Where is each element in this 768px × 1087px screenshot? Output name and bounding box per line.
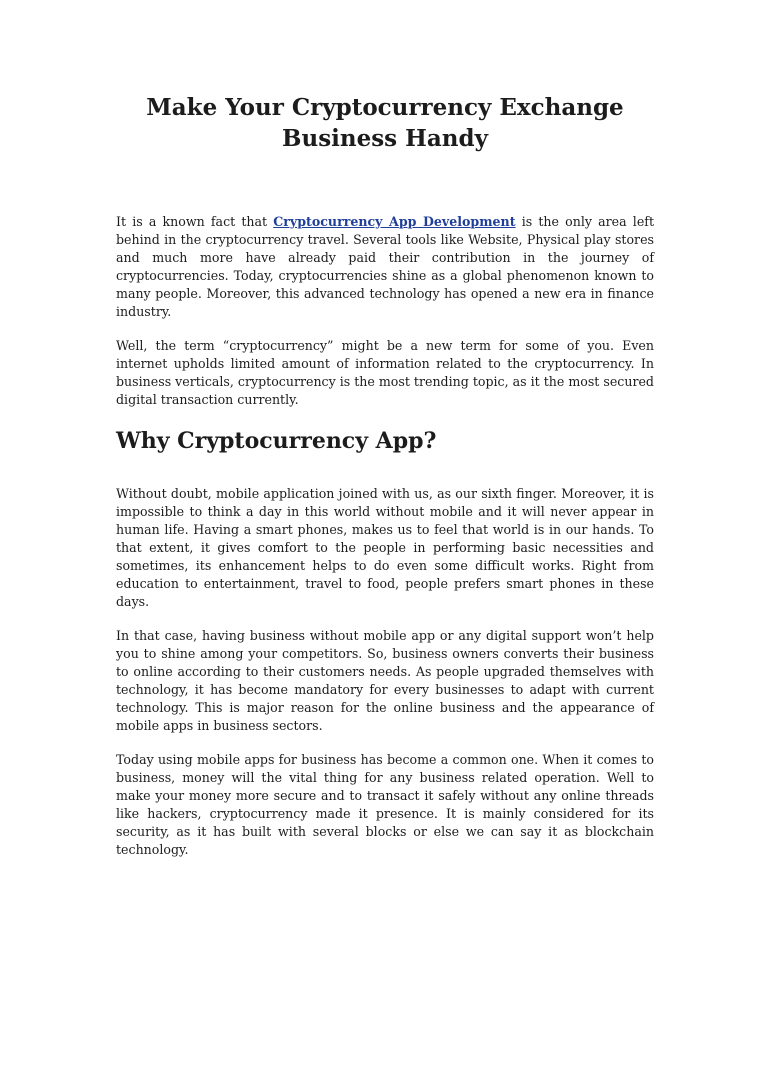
blockchain-paragraph: Today using mobile apps for business has become a common one. When it comes to business, money will the vital thing for any business related operation. Well to make your money more secure and to transact it safely without any online threads like hackers, cryptocurrency made it presence. It is mainly considered for its security, as it has built with several blocks or else we can say it as blockchain technology. — [116, 752, 654, 857]
document-page — [116, 92, 654, 859]
section-heading: Why Cryptocurrency App? — [116, 428, 437, 454]
intro-text-before-link: It is a known fact that — [116, 214, 274, 229]
cryptocurrency-app-development-link[interactable]: Cryptocurrency App Development — [273, 214, 516, 229]
intro-paragraph — [116, 213, 654, 321]
cryptocurrency-term-paragraph: Well, the term “cryptocurrency” might be a new term for some of you. Even internet upholds limited amount of information related to the cryptocurrency. In business verticals, cryptocurrency is the most trending topic, as it the most secured digital transaction currently. — [116, 338, 654, 407]
document-title: Make Your Cryptocurrency Exchange Business Handy — [146, 94, 624, 152]
mobile-application-paragraph: Without doubt, mobile application joined with us, as our sixth finger. Moreover, it is impossible to think a day in this world without mobile and it will never appear in human life. Having a smart phones, makes us to feel that world is in our hands. To that extent, it gives comfort to the people in performing basic necessities and sometimes, its enhancement helps to do even some difficult works. Right from education to entertainment, travel to food, people prefers smart phones in these days. — [116, 486, 654, 609]
business-digital-paragraph: In that case, having business without mobile app or any digital support won’t help you to shine among your competitors. So, business owners converts their business to online according to their customers needs. As people upgraded themselves with technology, it has become mandatory for every businesses to adapt with current technology. This is major reason for the online business and the appearance of mobile apps in business sectors. — [116, 628, 654, 733]
intro-text-after-link: is the only area left behind in the cryptocurrency travel. Several tools like Website, Physical play stores and much more have already paid their contribution in the journey of cryptocurrencies. Today, cryptocurrencies shine as a global phenomenon known to many people. Moreover, this advanced technology has opened a new era in finance industry. — [116, 214, 654, 319]
